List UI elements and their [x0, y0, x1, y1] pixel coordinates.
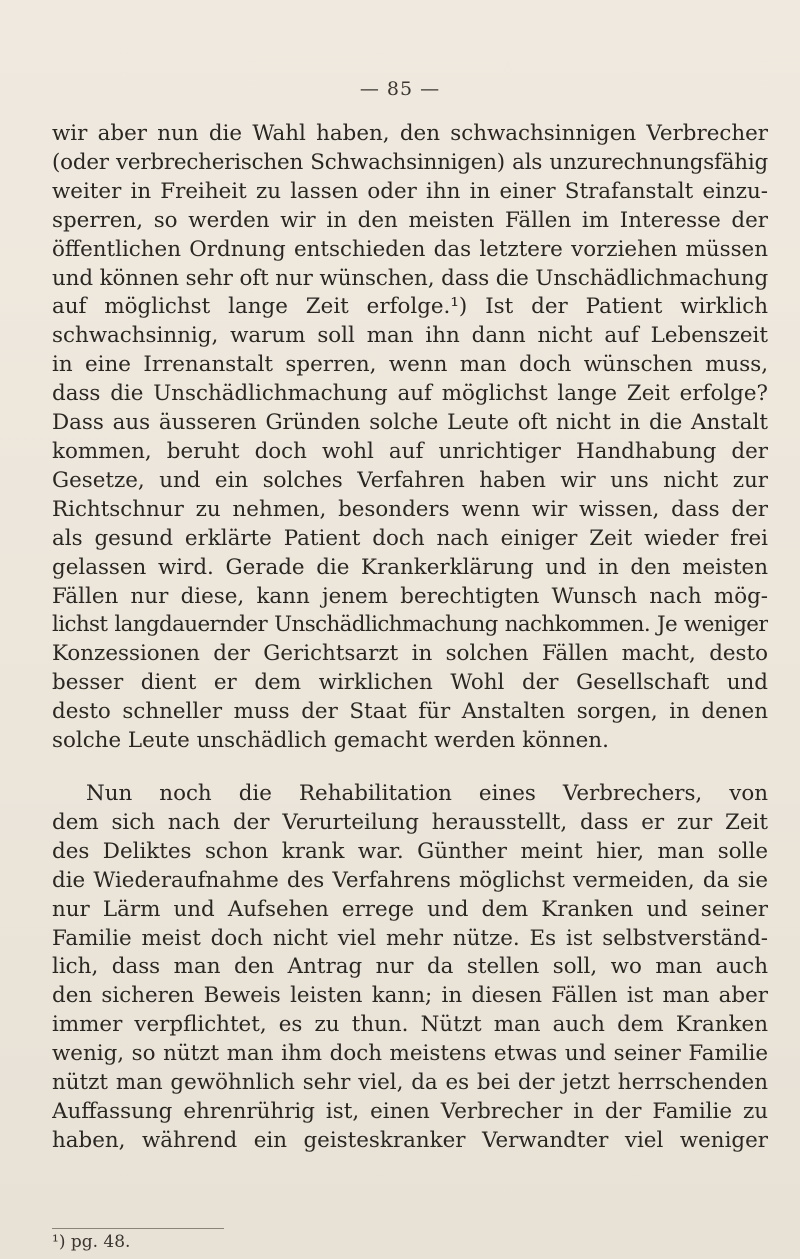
- footnote-divider: [52, 1228, 224, 1229]
- text-line: weiter in Freiheit zu lassen oder ihn in einer Strafanstalt einzu-: [52, 178, 768, 204]
- text-line: solche Leute unschädlich gemacht werden können.: [52, 728, 609, 754]
- text-line: sperren, so werden wir in den meisten Fällen im Interesse der: [52, 207, 768, 233]
- text-line: haben, während ein geisteskranker Verwandter viel weniger: [52, 1127, 768, 1153]
- paragraph-1: [52, 120, 768, 756]
- text-line: in eine Irrenanstalt sperren, wenn man doch wünschen muss,: [52, 352, 768, 378]
- text-line: die Wiederaufnahme des Verfahrens möglichst vermeiden, da sie: [52, 867, 768, 893]
- text-line: immer verpflichtet, es zu thun. Nützt man auch dem Kranken: [52, 1012, 768, 1038]
- text-line: auf möglichst lange Zeit erfolge.¹) Ist der Patient wirklich: [52, 294, 768, 320]
- text-line: Familie meist doch nicht viel mehr nütze. Es ist selbstverständ-: [52, 925, 768, 951]
- text-line: gelassen wird. Gerade die Krankerklärung und in den meisten: [52, 554, 768, 580]
- text-line: (oder verbrecherischen Schwachsinnigen) als unzurechnungsfähig: [52, 149, 768, 175]
- text-line: schwachsinnig, warum soll man ihn dann nicht auf Lebenszeit: [52, 323, 768, 349]
- text-line: als gesund erklärte Patient doch nach einiger Zeit wieder frei: [52, 525, 768, 551]
- text-line: besser dient er dem wirklichen Wohl der Gesellschaft und: [52, 670, 768, 696]
- text-line: Konzessionen der Gerichtsarzt in solchen Fällen macht, desto: [52, 641, 768, 667]
- text-line: desto schneller muss der Staat für Anstalten sorgen, in denen: [52, 699, 768, 725]
- text-line: Nun noch die Rehabilitation eines Verbrechers, von: [86, 781, 768, 806]
- text-line: den sicheren Beweis leisten kann; in diesen Fällen ist man aber: [52, 983, 768, 1009]
- text-line: öffentlichen Ordnung entschieden das letztere vorziehen müssen: [52, 236, 768, 262]
- text-line: Richtschnur zu nehmen, besonders wenn wir wissen, dass der: [52, 496, 768, 522]
- text-line: kommen, beruht doch wohl auf unrichtiger Handhabung der: [52, 438, 768, 464]
- footnote: ¹) pg. 48.: [52, 1232, 131, 1252]
- text-line: lich, dass man den Antrag nur da stellen soll, wo man auch: [52, 954, 768, 980]
- text-line: und können sehr oft nur wünschen, dass die Unschädlichmachung: [52, 265, 768, 291]
- text-line: dem sich nach der Verurteilung herausstellt, dass er zur Zeit: [52, 809, 768, 835]
- text-line: wenig, so nützt man ihm doch meistens etwas und seiner Familie: [52, 1041, 768, 1067]
- text-line: Gesetze, und ein solches Verfahren haben wir uns nicht zur: [52, 467, 768, 493]
- text-line: lichst langdauernder Unschädlichmachung nachkommen. Je weniger: [52, 612, 768, 638]
- text-line: Dass aus äusseren Gründen solche Leute oft nicht in die Anstalt: [52, 410, 768, 436]
- text-line: wir aber nun die Wahl haben, den schwachsinnigen Verbrecher: [52, 121, 768, 146]
- text-line: Auffassung ehrenrührig ist, einen Verbrecher in der Familie zu: [52, 1098, 768, 1124]
- paragraph-2: [52, 780, 768, 1156]
- text-line: nur Lärm und Aufsehen errege und dem Kranken und seiner: [52, 896, 768, 922]
- text-line: des Deliktes schon krank war. Günther meint hier, man solle: [52, 838, 768, 864]
- text-line: dass die Unschädlichmachung auf möglichst lange Zeit erfolge?: [52, 381, 768, 407]
- page-number: — 85 —: [359, 78, 441, 100]
- text-line: nützt man gewöhnlich sehr viel, da es bei der jetzt herrschenden: [52, 1070, 768, 1096]
- text-line: Fällen nur diese, kann jenem berechtigten Wunsch nach mög-: [52, 583, 768, 609]
